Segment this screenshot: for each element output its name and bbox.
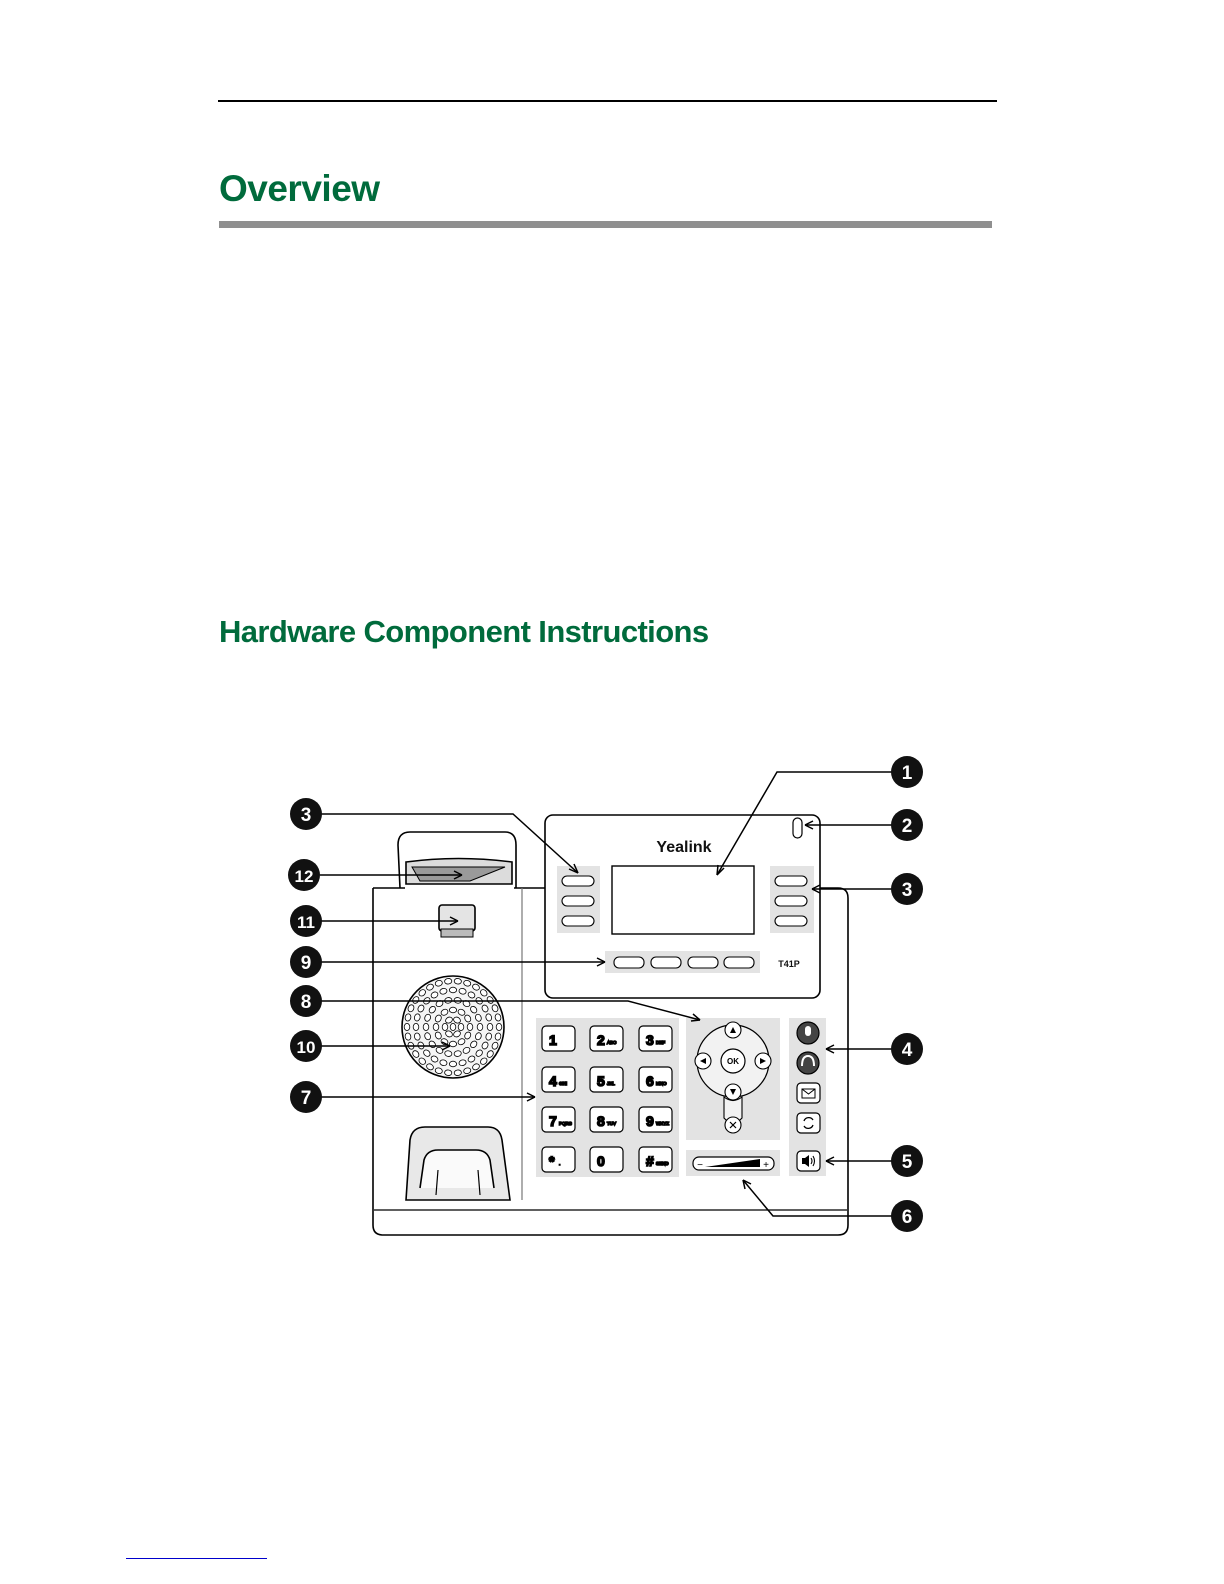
lcd-screen	[612, 866, 754, 934]
keypad-key-4	[542, 1067, 575, 1092]
line-key-right-3	[775, 916, 807, 926]
callout-2	[891, 809, 923, 841]
ok-label: OK	[727, 1057, 739, 1066]
keypad-digit: 9	[646, 1113, 654, 1129]
keypad-digit: 3	[646, 1032, 654, 1048]
svg-text:4: 4	[901, 1040, 913, 1061]
keypad-key-hash	[639, 1147, 672, 1172]
power-led	[793, 818, 802, 838]
callout-6	[891, 1200, 923, 1232]
svg-text:3: 3	[901, 880, 913, 901]
keypad-digit: 1	[549, 1032, 557, 1048]
keypad-key-8	[590, 1107, 623, 1132]
keypad-key-star	[542, 1147, 575, 1172]
volume-minus: −	[697, 1160, 703, 1171]
keypad-letters: ABC	[607, 1040, 617, 1045]
brand-logo: Yealink	[656, 839, 712, 856]
keypad-letters: TUV	[607, 1121, 616, 1126]
keypad-digit: 5	[597, 1073, 605, 1089]
section-heading: Hardware Component Instructions	[219, 614, 709, 649]
volume-plus: +	[763, 1160, 769, 1171]
svg-text:11: 11	[297, 913, 315, 932]
line-key-right-2	[775, 896, 807, 906]
callout-10	[290, 1030, 322, 1062]
svg-text:2: 2	[901, 816, 913, 837]
soft-key-2	[651, 957, 681, 968]
model-label: T41P	[778, 959, 800, 969]
redial-icon	[797, 1113, 820, 1133]
callout-3	[290, 798, 322, 830]
hookswitch	[439, 905, 475, 931]
keypad-key-5	[590, 1067, 623, 1092]
svg-text:5: 5	[901, 1152, 913, 1173]
page-title: Overview	[219, 168, 380, 209]
keypad-letters: SEND	[656, 1161, 669, 1166]
callout-3	[891, 873, 923, 905]
svg-text:7: 7	[300, 1088, 312, 1109]
soft-key-4	[724, 957, 754, 968]
keypad-digit: 7	[549, 1113, 557, 1129]
keypad-letters: WXYZ	[656, 1121, 669, 1126]
line-key-left-3	[562, 916, 594, 926]
keypad-key-1	[542, 1026, 575, 1051]
svg-text:8: 8	[300, 992, 312, 1013]
keypad-digit: 6	[646, 1073, 654, 1089]
keypad-key-6	[639, 1067, 672, 1092]
callout-4	[891, 1033, 923, 1065]
callout-9	[290, 946, 322, 978]
keypad-key-7	[542, 1107, 575, 1132]
callout-11	[290, 905, 322, 937]
keypad-letters: .	[559, 1161, 561, 1166]
line-key-left-1	[562, 876, 594, 886]
svg-text:12: 12	[294, 867, 314, 886]
keypad-digit: *	[549, 1153, 555, 1169]
keypad-key-2	[590, 1026, 623, 1051]
soft-key-1	[614, 957, 644, 968]
svg-text:9: 9	[300, 953, 312, 974]
keypad-letters: JKL	[607, 1081, 615, 1086]
keypad-digit: 8	[597, 1113, 605, 1129]
keypad-key-0	[590, 1147, 623, 1172]
callout-8	[290, 985, 322, 1017]
callout-5	[891, 1145, 923, 1177]
keypad-digit: 0	[597, 1153, 605, 1169]
svg-text:1: 1	[901, 763, 913, 784]
keypad-letters: DEF	[656, 1040, 665, 1045]
message-icon	[797, 1083, 820, 1103]
keypad-letters: MNO	[656, 1081, 667, 1086]
line-key-right-1	[775, 876, 807, 886]
keypad-letters: GHI	[559, 1081, 568, 1086]
callout-7	[290, 1081, 322, 1113]
keypad-digit: 2	[597, 1032, 605, 1048]
keypad-digit: 4	[549, 1073, 557, 1089]
svg-text:3: 3	[300, 805, 312, 826]
leader-8	[320, 1001, 700, 1020]
keypad-key-3	[639, 1026, 672, 1051]
footer-rule	[126, 1558, 267, 1559]
svg-text:6: 6	[901, 1207, 913, 1228]
callout-1	[891, 756, 923, 788]
keypad-digit: #	[646, 1153, 654, 1169]
keypad-key-9	[639, 1107, 672, 1132]
svg-text:10: 10	[296, 1038, 316, 1057]
line-key-left-2	[562, 896, 594, 906]
soft-key-3	[688, 957, 718, 968]
callout-12	[288, 859, 320, 891]
keypad-letters: PQRS	[559, 1121, 572, 1126]
